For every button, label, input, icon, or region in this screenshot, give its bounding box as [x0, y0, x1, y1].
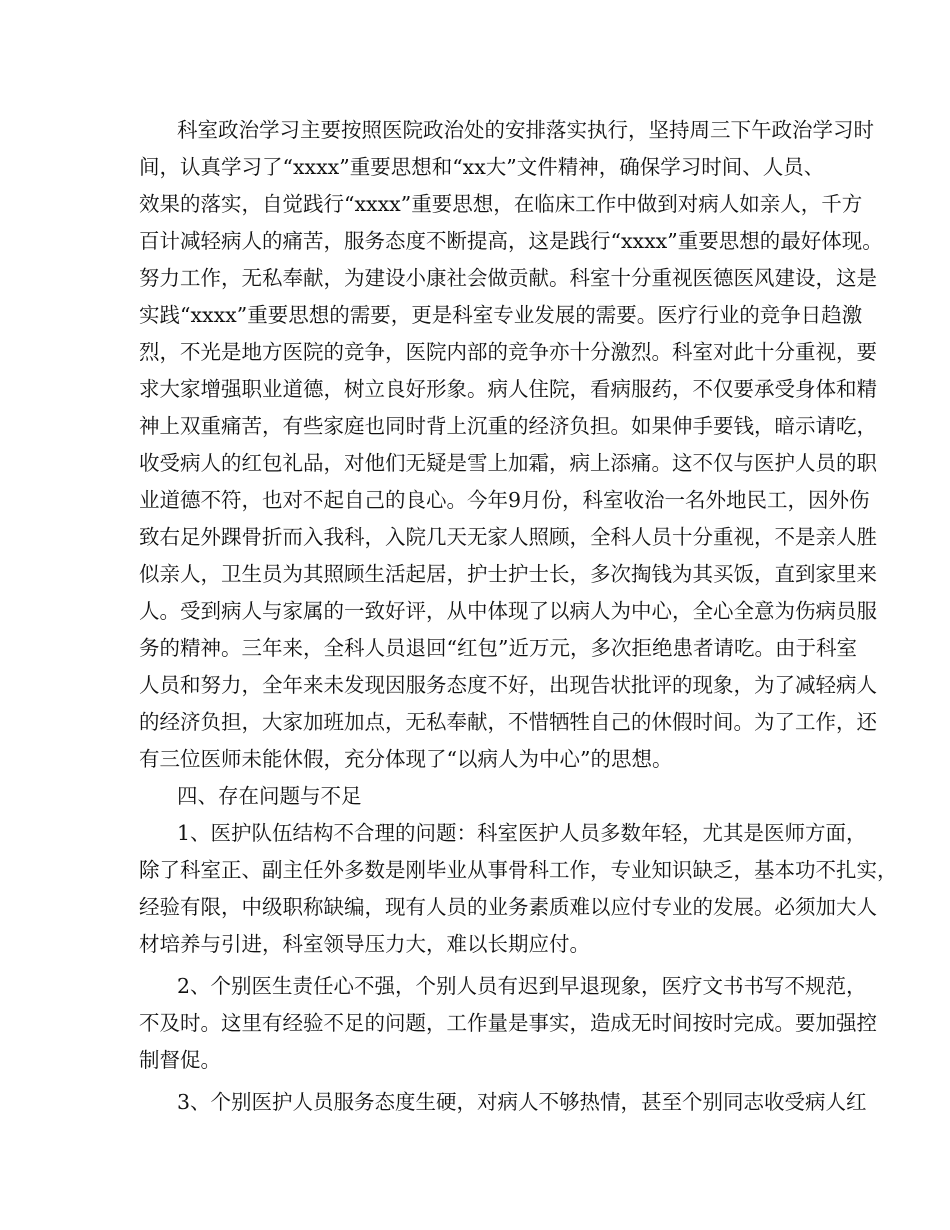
text-line: 业道德不符，也对不起自己的良心。今年9月份，科室收治一名外地民工，因外伤: [139, 488, 870, 512]
document-body: [139, 112, 898, 1121]
text-line: 求大家增强职业道德，树立良好形象。病人住院，看病服药，不仅要承受身体和精: [139, 377, 877, 401]
text-line: 材培养与引进，科室领导压力大，难以长期应付。: [139, 932, 590, 956]
text-line: 2、个别医生责任心不强，个别人员有迟到早退现象，医疗文书书写不规范，: [177, 974, 867, 998]
text-line: 制督促。: [139, 1048, 221, 1072]
text-line: 除了科室正、副主任外多数是刚毕业从事骨科工作，专业知识缺乏，基本功不扎实，: [139, 858, 898, 882]
text-line: 人。受到病人与家属的一致好评，从中体现了以病人为中心，全心全意为伤病员服: [139, 599, 877, 623]
text-line: 人员和努力，全年来未发现因服务态度不好，出现告状批评的现象，为了减轻病人: [139, 673, 877, 697]
paragraph-issue-3: [139, 1084, 867, 1121]
text-line: 效果的落实，自觉践行“xxxx”重要思想，在临床工作中做到对病人如亲人，千方: [139, 192, 863, 216]
paragraph-issue-1: [139, 815, 898, 963]
paragraph-political-study: [139, 112, 883, 778]
text-line: 间，认真学习了“xxxx”重要思想和“xx大”文件精神，确保学习时间、人员、: [139, 155, 825, 179]
text-line: 科室政治学习主要按照医院政治处的安排落实执行，坚持周三下午政治学习时: [177, 118, 874, 142]
text-line: 努力工作，无私奉献，为建设小康社会做贡献。科室十分重视医德医风建设，这是: [139, 266, 877, 290]
text-line: 1、医护队伍结构不合理的问题：科室医护人员多数年轻，尤其是医师方面，: [177, 821, 867, 845]
text-line: 务的精神。三年来，全科人员退回“红包”近万元，多次拒绝患者请吃。由于科室: [139, 636, 857, 660]
text-line: 神上双重痛苦，有些家庭也同时背上沉重的经济负担。如果伸手要钱，暗示请吃，: [139, 414, 877, 438]
text-line: 烈，不光是地方医院的竞争，医院内部的竞争亦十分激烈。科室对此十分重视，要: [139, 340, 877, 364]
text-line: 致右足外踝骨折而入我科，入院几天无家人照顾，全科人员十分重视，不是亲人胜: [139, 525, 877, 549]
text-line: 不及时。这里有经验不足的问题，工作量是事实，造成无时间按时完成。要加强控: [139, 1011, 877, 1035]
text-line: 似亲人，卫生员为其照顾生活起居，护士护士长，多次掏钱为其买饭，直到家里来: [139, 562, 877, 586]
text-line: 的经济负担，大家加班加点，无私奉献，不惜牺牲自己的休假时间。为了工作，还: [139, 710, 877, 734]
text-line: 百计减轻病人的痛苦，服务态度不断提高，这是践行“xxxx”重要思想的最好体现。: [139, 229, 883, 253]
text-line: 经验有限，中级职称缺编，现有人员的业务素质难以应付专业的发展。必须加大人: [139, 895, 877, 919]
text-line: 收受病人的红包礼品，对他们无疑是雪上加霜，病上添痛。这不仅与医护人员的职: [139, 451, 877, 475]
section-heading: 四、存在问题与不足: [177, 784, 362, 808]
paragraph-issue-2: [139, 968, 877, 1079]
text-line: 有三位医师未能休假，充分体现了“以病人为中心”的思想。: [139, 747, 673, 771]
text-line: 实践“xxxx”重要思想的需要，更是科室专业发展的需要。医疗行业的竞争日趋激: [139, 303, 863, 327]
text-line: 3、个别医护人员服务态度生硬，对病人不够热情，甚至个别同志收受病人红: [177, 1090, 867, 1114]
